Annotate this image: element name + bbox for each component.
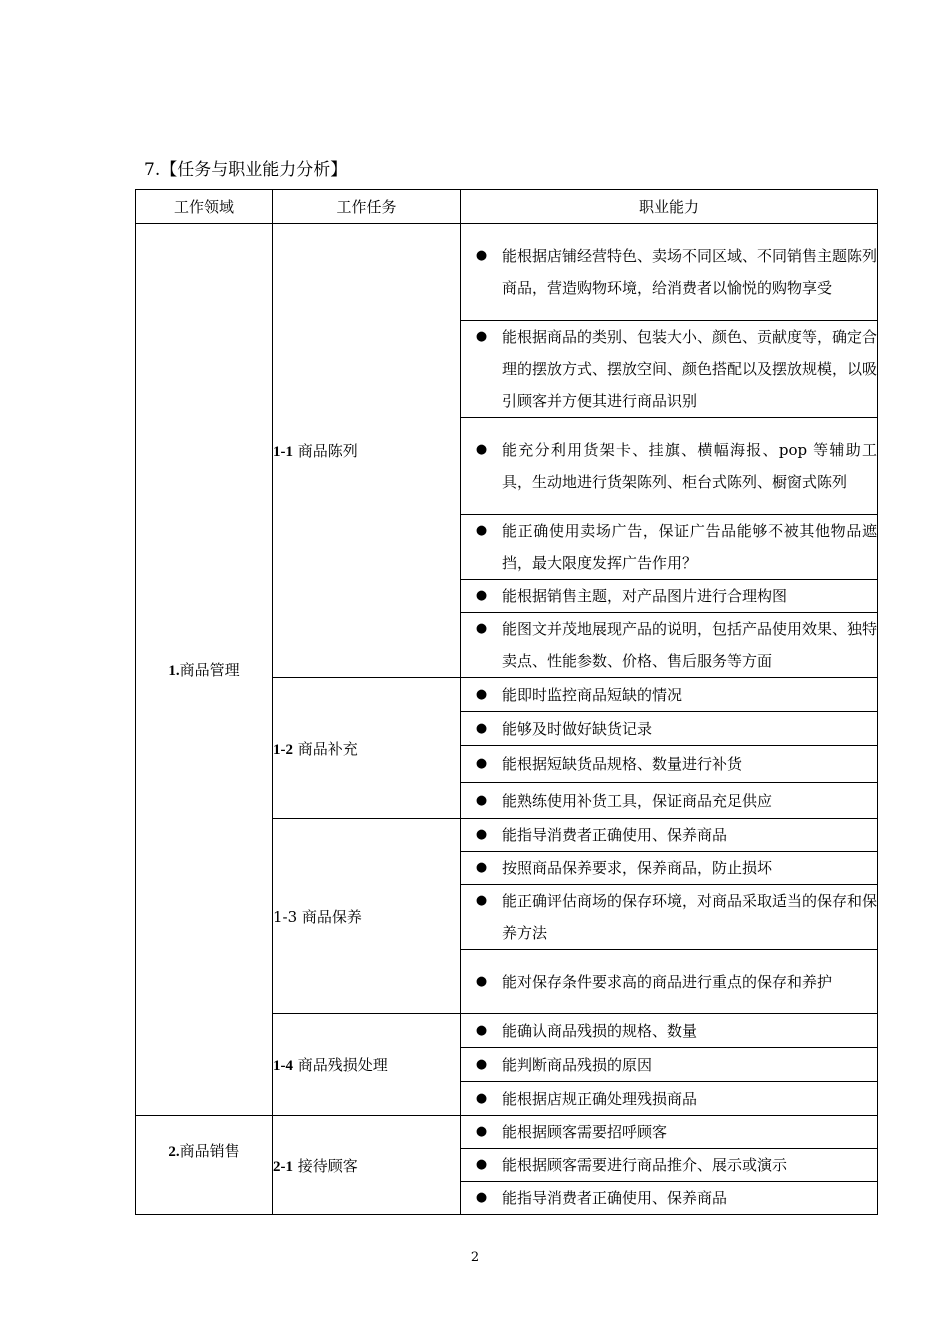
bullet-icon: ● [475, 792, 488, 808]
bullet-icon: ● [475, 1022, 488, 1038]
ability-text: 能熟练使用补货工具，保证商品充足供应 [502, 791, 773, 810]
bullet-icon: ● [475, 329, 488, 344]
ability-text: 能根据顾客需要招呼顾客 [502, 1123, 668, 1141]
ability-cell [461, 819, 878, 852]
ability-text: 按照商品保养要求，保养商品，防止损坏 [502, 859, 773, 877]
bullet-icon: ● [475, 523, 488, 538]
ability-text: 能指导消费者正确使用、保养商品 [502, 1189, 728, 1207]
bullet-icon: ● [475, 1090, 488, 1106]
bullet-icon: ● [475, 442, 488, 457]
bullet-icon: ● [475, 1157, 488, 1172]
domain-cell-goods-sales: 2.商品销售 [136, 1116, 273, 1215]
ability-cell [461, 1014, 878, 1048]
ability-text: 能即时监控商品短缺的情况 [502, 685, 683, 704]
ability-cell [461, 950, 878, 1014]
ability-cell [461, 418, 878, 515]
bullet-icon: ● [475, 860, 488, 875]
bullet-icon: ● [475, 1056, 488, 1072]
ability-text: 能根据销售主题，对产品图片进行合理构图 [502, 587, 788, 605]
ability-cell [461, 613, 878, 678]
ability-text: 能根据顾客需要进行商品推介、展示或演示 [502, 1156, 788, 1174]
bullet-icon: ● [475, 1190, 488, 1205]
bullet-icon: ● [475, 621, 488, 636]
bullet-icon: ● [475, 720, 488, 736]
ability-cell [461, 783, 878, 819]
ability-text: 能根据短缺货品规格、数量进行补货 [502, 755, 743, 773]
page-number: 2 [470, 1250, 480, 1265]
header-ability: 职业能力 [461, 190, 878, 224]
ability-cell [461, 580, 878, 613]
ability-text: 能确认商品残损的规格、数量 [502, 1021, 698, 1040]
ability-cell [461, 1182, 878, 1215]
task-cell-1-3: 1-3 商品保养 [273, 819, 461, 1014]
header-work-domain: 工作领域 [136, 190, 273, 224]
ability-cell [461, 852, 878, 885]
ability-cell [461, 712, 878, 746]
ability-cell [461, 1116, 878, 1149]
ability-cell [461, 321, 878, 418]
ability-cell [461, 224, 878, 321]
bullet-icon: ● [475, 1124, 488, 1139]
ability-text: 能充分利用货架卡、挂旗、横幅海报、pop 等辅助工具，生动地进行货架陈列、柜台式陈列、橱窗式陈列 [502, 441, 877, 491]
ability-cell [461, 1048, 878, 1082]
bullet-icon: ● [475, 248, 488, 263]
ability-cell [461, 746, 878, 783]
ability-text: 能指导消费者正确使用、保养商品 [502, 826, 728, 844]
ability-cell [461, 678, 878, 712]
header-work-task: 工作任务 [273, 190, 461, 224]
task-cell-2-1: 2-1 接待顾客 [273, 1116, 461, 1215]
task-cell-1-2: 1-2 商品补充 [273, 678, 461, 819]
bullet-icon: ● [475, 588, 488, 603]
ability-text: 能根据商品的类别、包装大小、颜色、贡献度等，确定合理的摆放方式、摆放空间、颜色搭配以及摆放规模，以吸引顾客并方便其进行商品识别 [502, 328, 878, 410]
ability-text: 能根据店铺经营特色、卖场不同区域、不同销售主题陈列商品，营造购物环境，给消费者以愉悦的购物享受 [502, 247, 878, 297]
ability-text: 能对保存条件要求高的商品进行重点的保存和养护 [502, 972, 833, 991]
task-cell-1-4: 1-4 商品残损处理 [273, 1014, 461, 1116]
section-heading: 7.【任务与职业能力分析】 [144, 160, 348, 180]
ability-text: 能判断商品残损的原因 [502, 1055, 653, 1074]
ability-text: 能根据店规正确处理残损商品 [502, 1089, 698, 1108]
ability-text: 能正确评估商场的保存环境，对商品采取适当的保存和保养方法 [502, 892, 878, 942]
bullet-icon: ● [475, 756, 488, 771]
bullet-icon: ● [475, 686, 488, 702]
table-row [136, 224, 878, 321]
ability-cell [461, 515, 878, 580]
bullet-icon: ● [475, 827, 488, 842]
table-header-row [136, 190, 878, 224]
table-row [136, 1116, 878, 1149]
ability-cell [461, 885, 878, 950]
ability-text: 能图文并茂地展现产品的说明，包括产品使用效果、独特卖点、性能参数、价格、售后服务等方面 [502, 620, 878, 670]
domain-cell-goods-management: 1.商品管理 [136, 224, 273, 1116]
bullet-icon: ● [475, 893, 488, 908]
ability-cell [461, 1082, 878, 1116]
task-ability-table [135, 189, 878, 1215]
ability-text: 能够及时做好缺货记录 [502, 719, 653, 738]
ability-text: 能正确使用卖场广告，保证广告品能够不被其他物品遮挡，最大限度发挥广告作用？ [502, 522, 877, 572]
bullet-icon: ● [475, 973, 488, 989]
task-cell-1-1: 1-1 商品陈列 [273, 224, 461, 678]
ability-cell [461, 1149, 878, 1182]
